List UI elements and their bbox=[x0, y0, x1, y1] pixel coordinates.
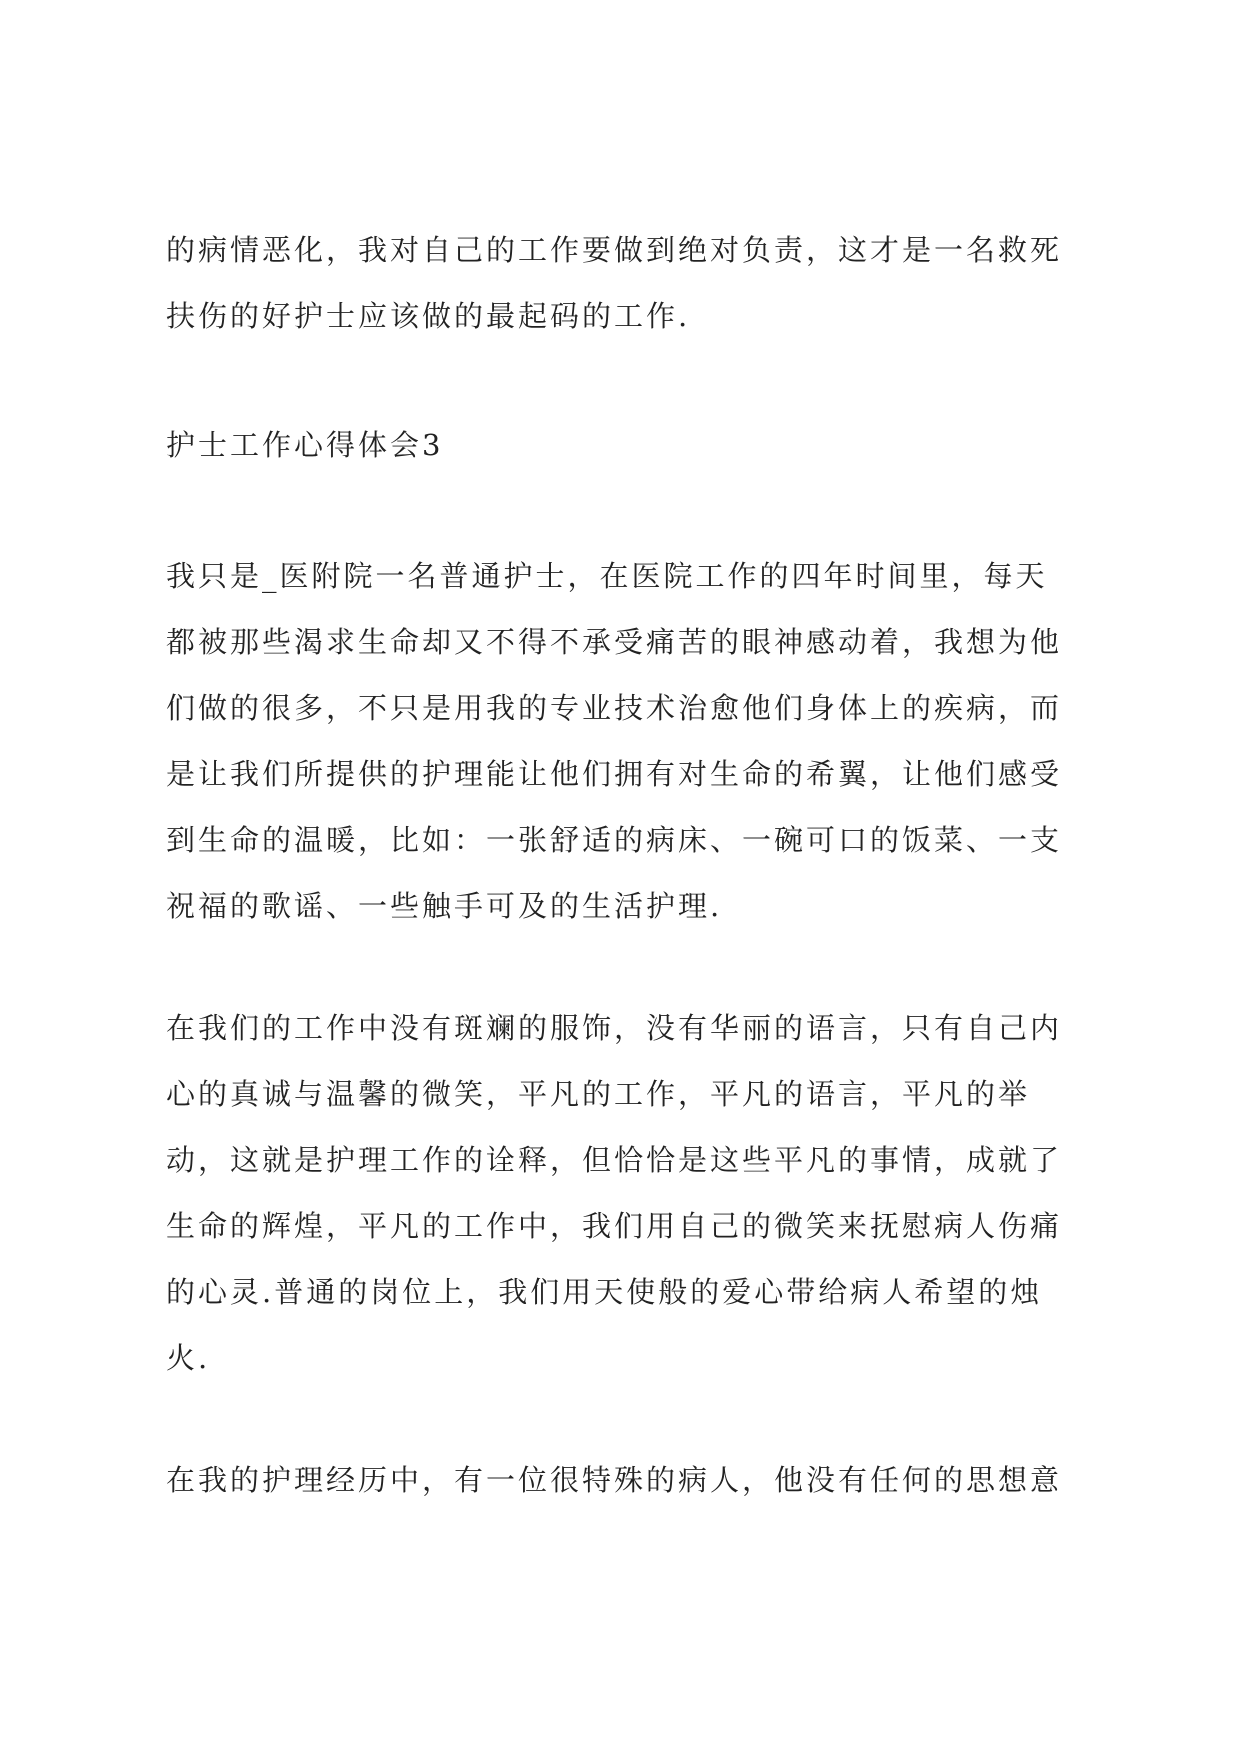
paragraph-2 bbox=[166, 995, 1086, 1391]
text-line: 都被那些渴求生命却又不得不承受痛苦的眼神感动着，我想为他 bbox=[166, 625, 1063, 659]
text-line: 是让我们所提供的护理能让他们拥有对生命的希翼，让他们感受 bbox=[166, 757, 1063, 791]
text-line: 生命的辉煌，平凡的工作中，我们用自己的微笑来抚慰病人伤痛 bbox=[166, 1209, 1063, 1243]
text-line: 扶伤的好护士应该做的最起码的工作. bbox=[166, 299, 691, 333]
paragraph-1 bbox=[166, 543, 1086, 939]
text-line: 在我的护理经历中，有一位很特殊的病人，他没有任何的思想意 bbox=[166, 1463, 1063, 1497]
text-line: 动，这就是护理工作的诠释，但恰恰是这些平凡的事情，成就了 bbox=[166, 1143, 1063, 1177]
text-line: 的心灵.普通的岗位上，我们用天使般的爱心带给病人希望的烛 bbox=[166, 1275, 1043, 1309]
text-line: 到生命的温暖，比如：一张舒适的病床、一碗可口的饭菜、一支 bbox=[166, 823, 1063, 857]
heading-text: 护士工作心得体会3 bbox=[166, 428, 444, 462]
section-heading bbox=[166, 412, 1086, 478]
text-line: 在我们的工作中没有斑斓的服饰，没有华丽的语言，只有自己内 bbox=[166, 1011, 1063, 1045]
paragraph-3 bbox=[166, 1447, 1086, 1513]
text-line: 我只是_医附院一名普通护士，在医院工作的四年时间里，每天 bbox=[166, 559, 1048, 593]
text-line: 们做的很多，不只是用我的专业技术治愈他们身体上的疾病，而 bbox=[166, 691, 1063, 725]
text-line: 心的真诚与温馨的微笑，平凡的工作，平凡的语言，平凡的举 bbox=[166, 1077, 1031, 1111]
continued-paragraph bbox=[166, 217, 1086, 349]
text-line: 的病情恶化，我对自己的工作要做到绝对负责，这才是一名救死 bbox=[166, 233, 1063, 267]
text-line: 祝福的歌谣、一些触手可及的生活护理. bbox=[166, 889, 723, 923]
text-line: 火. bbox=[166, 1341, 211, 1375]
